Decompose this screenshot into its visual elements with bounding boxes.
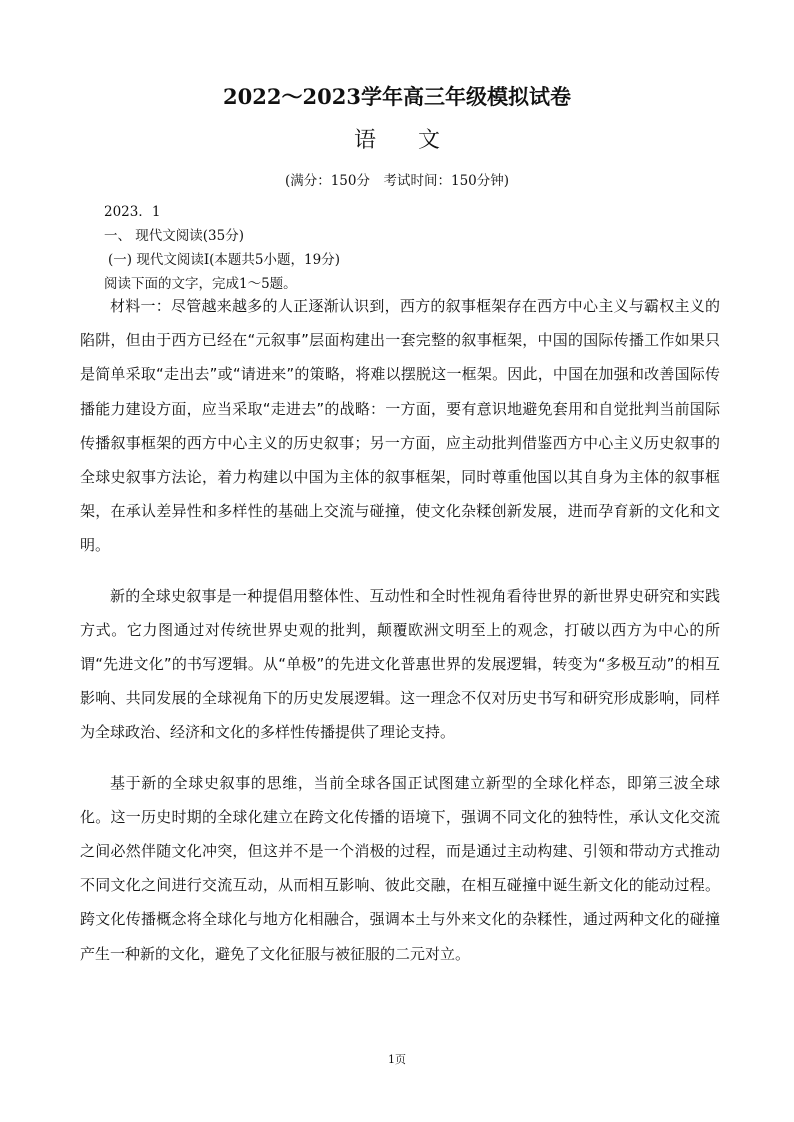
reading-passage	[80, 289, 720, 987]
exam-date: 2023．1	[104, 204, 161, 220]
section-heading: 一、 现代文阅读(35分)	[104, 228, 245, 244]
subsection-heading: (一) 现代文阅读Ⅰ(本题共5小题，19分)	[108, 252, 340, 268]
passage-paragraph-2: 新的全球史叙事是一种提倡用整体性、互动性和全时性视角看待世界的新世界史研究和实践方式。它力图通过对传统世界史观的批判，颠覆欧洲文明至上的观念，打破以西方为中心的所谓“先进文化”的书写逻辑。从“单极”的先进文化普惠世界的发展逻辑，转变为“多极互动”的相互影响、共同发展的全球视角下的历史发展逻辑。这一理念不仅对历史书写和研究形成影响，同样为全球政治、经济和文化的多样性传播提供了理论支持。	[80, 586, 720, 742]
exam-info-block	[104, 200, 704, 296]
passage-paragraph-3: 基于新的全球史叙事的思维，当前全球各国正试图建立新型的全球化样态，即第三波全球化。这一历史时期的全球化建立在跨文化传播的语境下，强调不同文化的独特性，承认文化交流之间必然伴随文化冲突，但这并不是一个消极的过程，而是通过主动构建、引领和带动方式推动不同文化之间进行交流互动，从而相互影响、彼此交融，在相互碰撞中诞生新文化的能动过程。跨文化传播概念将全球化与地方化相融合，强调本土与外来文化的杂糅性，通过两种文化的碰撞产生一种新的文化，避免了文化征服与被征服的二元对立。	[80, 773, 720, 963]
exam-title: 2022～2023学年高三年级模拟试卷	[223, 84, 571, 109]
exam-meta: (满分：150分 考试时间：150分钟)	[284, 173, 510, 189]
passage-paragraph-1: 材料一：尽管越来越多的人正逐渐认识到，西方的叙事框架存在西方中心主义与霸权主义的陷阱，但由于西方已经在“元叙事”层面构建出一套完整的叙事框架，中国的国际传播工作如果只是简单采取“走出去”或“请进来”的策略，将难以摆脱这一框架。因此，中国在加强和改善国际传播能力建设方面，应当采取“走进去”的战略：一方面，要有意识地避免套用和自觉批判当前国际传播叙事框架的西方中心主义的历史叙事；另一方面，应主动批判借鉴西方中心主义历史叙事的全球史叙事方法论，着力构建以中国为主体的叙事框架，同时尊重他国以其自身为主体的叙事框架，在承认差异性和多样性的基础上交流与碰撞，使文化杂糅创新发展，进而孕育新的文化和文明。	[80, 297, 720, 555]
reading-instruction: 阅读下面的文字，完成1～5题。	[104, 276, 297, 292]
page-number: 1页	[388, 1053, 406, 1066]
subject-title: 语文	[353, 128, 482, 153]
